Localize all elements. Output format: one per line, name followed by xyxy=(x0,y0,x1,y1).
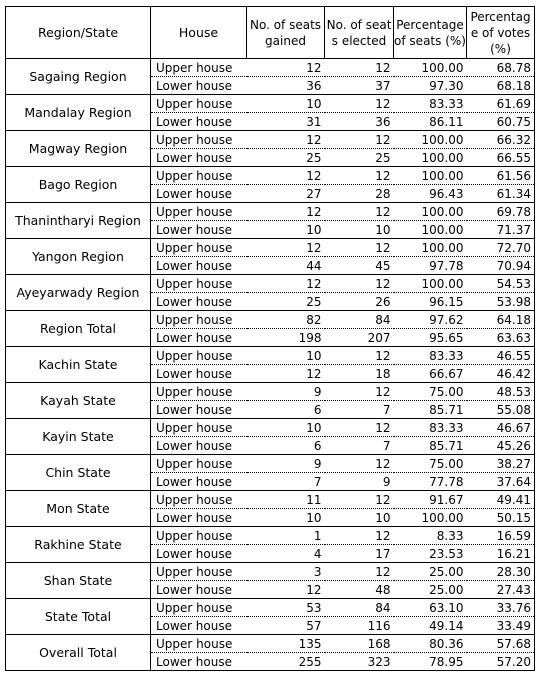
seats-elected-cell: 12 xyxy=(325,59,394,77)
house-cell: Lower house xyxy=(151,293,247,311)
percentage-of-seats-cell: 63.10 xyxy=(394,599,467,617)
seats-gained-cell: 9 xyxy=(247,455,325,473)
house-cell: Upper house xyxy=(151,635,247,653)
percentage-of-votes-cell: 28.30 xyxy=(467,563,535,581)
percentage-of-seats-cell: 97.62 xyxy=(394,311,467,329)
percentage-of-seats-cell: 83.33 xyxy=(394,419,467,437)
percentage-of-seats-cell: 96.43 xyxy=(394,185,467,203)
seats-elected-cell: 12 xyxy=(325,455,394,473)
percentage-of-seats-cell: 83.33 xyxy=(394,347,467,365)
table-row xyxy=(6,131,535,149)
percentage-of-votes-cell: 68.18 xyxy=(467,77,535,95)
table-row xyxy=(6,167,535,185)
house-cell: Lower house xyxy=(151,221,247,239)
percentage-of-seats-cell: 25.00 xyxy=(394,581,467,599)
house-cell: Upper house xyxy=(151,311,247,329)
region-state-name: Kayin State xyxy=(6,419,151,455)
percentage-of-votes-cell: 70.94 xyxy=(467,257,535,275)
seats-gained-cell: 12 xyxy=(247,581,325,599)
seats-elected-cell: 12 xyxy=(325,275,394,293)
seats-gained-cell: 10 xyxy=(247,221,325,239)
region-state-name: Kachin State xyxy=(6,347,151,383)
house-cell: Upper house xyxy=(151,347,247,365)
percentage-of-votes-cell: 69.78 xyxy=(467,203,535,221)
percentage-of-seats-cell: 66.67 xyxy=(394,365,467,383)
seats-elected-cell: 25 xyxy=(325,149,394,167)
house-cell: Lower house xyxy=(151,113,247,131)
seats-gained-cell: 10 xyxy=(247,419,325,437)
table-row xyxy=(6,95,535,113)
seats-gained-cell: 12 xyxy=(247,239,325,257)
header-row xyxy=(6,7,535,59)
percentage-of-votes-cell: 71.37 xyxy=(467,221,535,239)
percentage-of-seats-cell: 100.00 xyxy=(394,275,467,293)
percentage-of-votes-cell: 33.49 xyxy=(467,617,535,635)
percentage-of-votes-cell: 45.26 xyxy=(467,437,535,455)
seats-gained-cell: 12 xyxy=(247,59,325,77)
header-seats-gained: No. of seats gained xyxy=(247,7,325,59)
header-percentage-of-seats: Percentage of seats (%) xyxy=(394,7,467,59)
house-cell: Lower house xyxy=(151,617,247,635)
seats-gained-cell: 3 xyxy=(247,563,325,581)
seats-elected-cell: 12 xyxy=(325,167,394,185)
house-cell: Lower house xyxy=(151,653,247,671)
percentage-of-votes-cell: 61.69 xyxy=(467,95,535,113)
seats-elected-cell: 10 xyxy=(325,221,394,239)
region-state-name: State Total xyxy=(6,599,151,635)
region-state-name: Kayah State xyxy=(6,383,151,419)
percentage-of-votes-cell: 55.08 xyxy=(467,401,535,419)
region-state-name: Thanintharyi Region xyxy=(6,203,151,239)
percentage-of-votes-cell: 46.55 xyxy=(467,347,535,365)
region-state-name: Overall Total xyxy=(6,635,151,671)
seats-elected-cell: 48 xyxy=(325,581,394,599)
region-state-name: Mon State xyxy=(6,491,151,527)
seats-elected-cell: 17 xyxy=(325,545,394,563)
house-cell: Lower house xyxy=(151,581,247,599)
house-cell: Upper house xyxy=(151,455,247,473)
seats-gained-cell: 10 xyxy=(247,509,325,527)
house-cell: Lower house xyxy=(151,185,247,203)
table-row xyxy=(6,419,535,437)
house-cell: Lower house xyxy=(151,509,247,527)
percentage-of-seats-cell: 49.14 xyxy=(394,617,467,635)
house-cell: Upper house xyxy=(151,527,247,545)
house-cell: Upper house xyxy=(151,275,247,293)
house-cell: Upper house xyxy=(151,563,247,581)
seats-gained-cell: 198 xyxy=(247,329,325,347)
percentage-of-votes-cell: 57.68 xyxy=(467,635,535,653)
region-state-name: Region Total xyxy=(6,311,151,347)
seats-elected-cell: 12 xyxy=(325,527,394,545)
seats-elected-cell: 12 xyxy=(325,95,394,113)
seats-gained-cell: 1 xyxy=(247,527,325,545)
percentage-of-seats-cell: 77.78 xyxy=(394,473,467,491)
seats-gained-cell: 10 xyxy=(247,95,325,113)
percentage-of-seats-cell: 23.53 xyxy=(394,545,467,563)
seats-elected-cell: 12 xyxy=(325,491,394,509)
percentage-of-seats-cell: 100.00 xyxy=(394,167,467,185)
house-cell: Upper house xyxy=(151,95,247,113)
percentage-of-seats-cell: 100.00 xyxy=(394,509,467,527)
seats-elected-cell: 18 xyxy=(325,365,394,383)
table-row xyxy=(6,455,535,473)
header-percentage-of-votes: Percentage of votes (%) xyxy=(467,7,535,59)
house-cell: Upper house xyxy=(151,131,247,149)
house-cell: Lower house xyxy=(151,365,247,383)
seats-gained-cell: 36 xyxy=(247,77,325,95)
seats-elected-cell: 36 xyxy=(325,113,394,131)
house-cell: Upper house xyxy=(151,599,247,617)
percentage-of-votes-cell: 72.70 xyxy=(467,239,535,257)
seats-elected-cell: 45 xyxy=(325,257,394,275)
seats-gained-cell: 12 xyxy=(247,167,325,185)
percentage-of-votes-cell: 16.21 xyxy=(467,545,535,563)
percentage-of-seats-cell: 25.00 xyxy=(394,563,467,581)
house-cell: Upper house xyxy=(151,419,247,437)
house-cell: Lower house xyxy=(151,77,247,95)
percentage-of-seats-cell: 75.00 xyxy=(394,383,467,401)
seats-gained-cell: 6 xyxy=(247,437,325,455)
table-row xyxy=(6,203,535,221)
seats-gained-cell: 135 xyxy=(247,635,325,653)
percentage-of-seats-cell: 100.00 xyxy=(394,239,467,257)
percentage-of-votes-cell: 54.53 xyxy=(467,275,535,293)
seats-gained-cell: 12 xyxy=(247,365,325,383)
house-cell: Upper house xyxy=(151,203,247,221)
percentage-of-seats-cell: 85.71 xyxy=(394,437,467,455)
house-cell: Lower house xyxy=(151,545,247,563)
percentage-of-votes-cell: 48.53 xyxy=(467,383,535,401)
header-region-state: Region/State xyxy=(6,7,151,59)
percentage-of-votes-cell: 57.20 xyxy=(467,653,535,671)
table-row xyxy=(6,275,535,293)
seats-gained-cell: 25 xyxy=(247,293,325,311)
house-cell: Lower house xyxy=(151,329,247,347)
seats-elected-cell: 37 xyxy=(325,77,394,95)
percentage-of-votes-cell: 49.41 xyxy=(467,491,535,509)
seats-elected-cell: 10 xyxy=(325,509,394,527)
seats-elected-cell: 207 xyxy=(325,329,394,347)
seats-elected-cell: 26 xyxy=(325,293,394,311)
percentage-of-seats-cell: 8.33 xyxy=(394,527,467,545)
region-state-name: Rakhine State xyxy=(6,527,151,563)
percentage-of-votes-cell: 64.18 xyxy=(467,311,535,329)
region-state-name: Shan State xyxy=(6,563,151,599)
percentage-of-seats-cell: 80.36 xyxy=(394,635,467,653)
percentage-of-seats-cell: 85.71 xyxy=(394,401,467,419)
region-state-name: Sagaing Region xyxy=(6,59,151,95)
percentage-of-seats-cell: 100.00 xyxy=(394,203,467,221)
seats-gained-cell: 31 xyxy=(247,113,325,131)
percentage-of-seats-cell: 100.00 xyxy=(394,149,467,167)
percentage-of-votes-cell: 66.55 xyxy=(467,149,535,167)
percentage-of-seats-cell: 75.00 xyxy=(394,455,467,473)
seats-elected-cell: 168 xyxy=(325,635,394,653)
seats-elected-cell: 12 xyxy=(325,347,394,365)
percentage-of-votes-cell: 33.76 xyxy=(467,599,535,617)
house-cell: Lower house xyxy=(151,437,247,455)
seats-gained-cell: 12 xyxy=(247,131,325,149)
table-row xyxy=(6,527,535,545)
table-row xyxy=(6,383,535,401)
region-state-name: Yangon Region xyxy=(6,239,151,275)
seats-elected-cell: 12 xyxy=(325,239,394,257)
region-state-name: Ayeyarwady Region xyxy=(6,275,151,311)
seats-elected-cell: 116 xyxy=(325,617,394,635)
percentage-of-votes-cell: 61.34 xyxy=(467,185,535,203)
percentage-of-votes-cell: 16.59 xyxy=(467,527,535,545)
percentage-of-seats-cell: 97.30 xyxy=(394,77,467,95)
seats-gained-cell: 11 xyxy=(247,491,325,509)
house-cell: Lower house xyxy=(151,257,247,275)
percentage-of-votes-cell: 61.56 xyxy=(467,167,535,185)
seats-gained-cell: 27 xyxy=(247,185,325,203)
percentage-of-votes-cell: 38.27 xyxy=(467,455,535,473)
table-row xyxy=(6,59,535,77)
percentage-of-votes-cell: 37.64 xyxy=(467,473,535,491)
table-row xyxy=(6,491,535,509)
house-cell: Lower house xyxy=(151,149,247,167)
seats-elected-cell: 12 xyxy=(325,383,394,401)
seats-gained-cell: 7 xyxy=(247,473,325,491)
house-cell: Upper house xyxy=(151,59,247,77)
percentage-of-votes-cell: 50.15 xyxy=(467,509,535,527)
table-body xyxy=(6,59,535,671)
seats-elected-cell: 7 xyxy=(325,401,394,419)
house-cell: Lower house xyxy=(151,401,247,419)
house-cell: Upper house xyxy=(151,239,247,257)
seats-gained-cell: 10 xyxy=(247,347,325,365)
region-state-name: Magway Region xyxy=(6,131,151,167)
percentage-of-seats-cell: 86.11 xyxy=(394,113,467,131)
seats-elected-cell: 12 xyxy=(325,203,394,221)
seats-gained-cell: 6 xyxy=(247,401,325,419)
table-row xyxy=(6,635,535,653)
table-row xyxy=(6,563,535,581)
percentage-of-votes-cell: 27.43 xyxy=(467,581,535,599)
table-row xyxy=(6,311,535,329)
seats-elected-cell: 9 xyxy=(325,473,394,491)
region-state-name: Mandalay Region xyxy=(6,95,151,131)
percentage-of-seats-cell: 91.67 xyxy=(394,491,467,509)
percentage-of-votes-cell: 66.32 xyxy=(467,131,535,149)
seats-gained-cell: 9 xyxy=(247,383,325,401)
table-row xyxy=(6,239,535,257)
region-state-name: Bago Region xyxy=(6,167,151,203)
percentage-of-seats-cell: 100.00 xyxy=(394,131,467,149)
percentage-of-votes-cell: 46.67 xyxy=(467,419,535,437)
seats-elected-cell: 7 xyxy=(325,437,394,455)
percentage-of-seats-cell: 78.95 xyxy=(394,653,467,671)
region-state-name: Chin State xyxy=(6,455,151,491)
seats-gained-cell: 25 xyxy=(247,149,325,167)
election-results-table xyxy=(5,6,535,671)
percentage-of-seats-cell: 95.65 xyxy=(394,329,467,347)
house-cell: Upper house xyxy=(151,383,247,401)
percentage-of-votes-cell: 53.98 xyxy=(467,293,535,311)
seats-elected-cell: 323 xyxy=(325,653,394,671)
seats-gained-cell: 57 xyxy=(247,617,325,635)
seats-elected-cell: 28 xyxy=(325,185,394,203)
seats-gained-cell: 4 xyxy=(247,545,325,563)
header-seats-elected: No. of seats elected xyxy=(325,7,394,59)
seats-gained-cell: 44 xyxy=(247,257,325,275)
house-cell: Lower house xyxy=(151,473,247,491)
percentage-of-votes-cell: 60.75 xyxy=(467,113,535,131)
percentage-of-votes-cell: 63.63 xyxy=(467,329,535,347)
percentage-of-seats-cell: 83.33 xyxy=(394,95,467,113)
seats-elected-cell: 12 xyxy=(325,563,394,581)
percentage-of-votes-cell: 46.42 xyxy=(467,365,535,383)
house-cell: Upper house xyxy=(151,167,247,185)
seats-gained-cell: 82 xyxy=(247,311,325,329)
percentage-of-seats-cell: 100.00 xyxy=(394,59,467,77)
seats-elected-cell: 84 xyxy=(325,599,394,617)
percentage-of-seats-cell: 100.00 xyxy=(394,221,467,239)
percentage-of-seats-cell: 97.78 xyxy=(394,257,467,275)
percentage-of-seats-cell: 96.15 xyxy=(394,293,467,311)
percentage-of-votes-cell: 68.78 xyxy=(467,59,535,77)
seats-gained-cell: 12 xyxy=(247,275,325,293)
seats-gained-cell: 255 xyxy=(247,653,325,671)
seats-elected-cell: 12 xyxy=(325,419,394,437)
header-house: House xyxy=(151,7,247,59)
seats-elected-cell: 12 xyxy=(325,131,394,149)
house-cell: Upper house xyxy=(151,491,247,509)
seats-gained-cell: 12 xyxy=(247,203,325,221)
table-row xyxy=(6,347,535,365)
seats-elected-cell: 84 xyxy=(325,311,394,329)
seats-gained-cell: 53 xyxy=(247,599,325,617)
table-row xyxy=(6,599,535,617)
